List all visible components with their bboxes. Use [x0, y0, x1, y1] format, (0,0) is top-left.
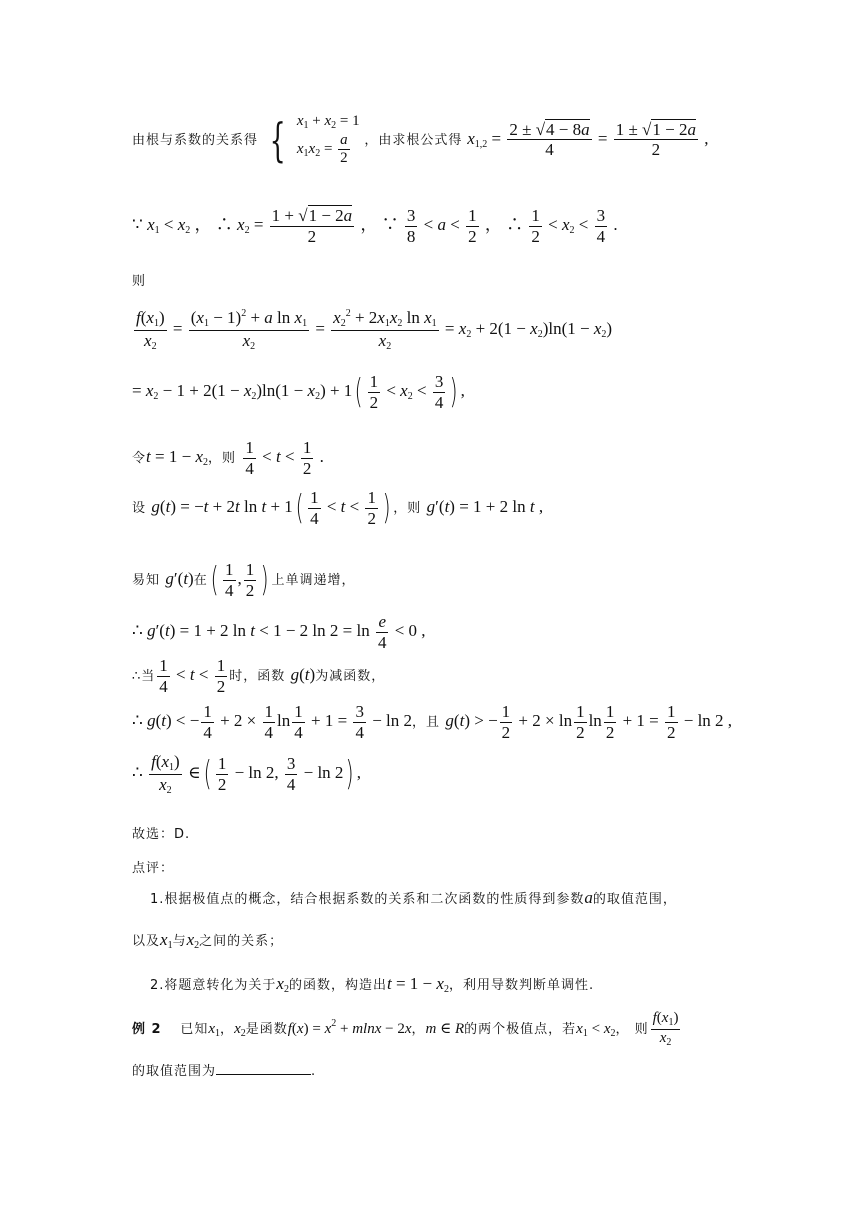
- comment-1-post: 之间的关系；: [199, 934, 284, 949]
- line-let-t: 令$t = 1 - x_2$，则 $\frac{1}{4}$ < t < $\frac{1}{2}$ .: [132, 438, 324, 478]
- line-easy-know: 易知 g′(t)在( $\frac{1}{4}$ , $\frac{1}{2}$ ) 上单调递增，: [132, 560, 356, 601]
- example-text-b: ，: [220, 1022, 235, 1037]
- example-2: 例 2 已知$x_1$，$x_2$是函数$f(x) = x^2 + mlnx - 2x$，m ∈ R的两个极值点，若$x_1 < x_2$， 则 $\frac{f(x_1)}{x_2}$: [132, 1010, 679, 1048]
- therefore-symbol: ∴: [215, 214, 233, 234]
- line-derivative-negative: ∴ g′(t) = 1 + 2 ln t < 1 − 2 ln 2 = ln $\frac{e}{4}$ < 0 ,: [132, 612, 426, 652]
- example-text-g: 的取值范围为: [132, 1064, 217, 1079]
- line-range-x2: ∵ $x_1 < x_2$ ， ∴ $x_2$ = $\frac{1 + √1 - 2a}{2}$ ， ∵ $\frac{3}{8}$ < a < $\frac{1}{2}$ ， ∴ $\frac{1}{2}$ < $x_2$ < $\frac{3}{4}$ .: [132, 206, 618, 246]
- line-decreasing: ∴当 $\frac{1}{4}$ < t < $\frac{1}{2}$ 时，函数 g(t)为减函数，: [132, 656, 386, 696]
- vieta-prefix: 由根与系数的关系得: [132, 132, 259, 148]
- then-label: 则: [132, 274, 147, 289]
- equation-system: $x_1 + x_2 = 1$ $x_1x_2$ = $\frac{a}{2}$: [296, 113, 360, 167]
- example-text-a: 已知: [180, 1022, 209, 1037]
- comment-label: 点评：: [132, 861, 175, 876]
- root-formula: $x_{1,2}$ = $\frac{2 \pm √4 - 8a}{4}$ = $\frac{1 \pm √1 - 2a}{2}$ ,: [467, 119, 709, 160]
- system-brace: {: [269, 112, 286, 167]
- line-result-interval: ∴ $\frac{f(x_1)}{x_2}$ ∈( $\frac{1}{2}$ − ln 2, $\frac{3}{4}$ − ln 2) ,: [132, 752, 361, 796]
- and-mid: ，且: [412, 714, 441, 730]
- when-label: ∴当: [132, 668, 156, 684]
- comment-1-text-a: 1.根据极值点的概念，结合根据系数的关系和二次函数的性质得到参数: [150, 892, 585, 907]
- answer-blank: [216, 1074, 311, 1075]
- let-label: 令: [132, 450, 147, 466]
- example-label: 例 2: [132, 1022, 162, 1037]
- comment-1-text-b: 的取值范围，: [592, 892, 677, 907]
- line-bounds: ∴ g(t) < − $\frac{1}{4}$ + 2 × $\frac{1}{4}$ ln $\frac{1}{4}$ + 1 = $\frac{3}{4}$ − ln 2，且 g(t) > − $\frac{1}{2}$ + 2 × ln $\frac{1}{2}$ ln $\frac{1}{2}$ + 1 = $\frac{1}{2}$ − ln 2 ,: [132, 702, 733, 742]
- comment-1-cont: 以及$x_1$与$x_2$之间的关系；: [132, 930, 284, 951]
- comment-1: 1.根据极值点的概念，结合根据系数的关系和二次函数的性质得到参数a的取值范围，: [150, 888, 677, 907]
- comment-1-mid: 与: [172, 934, 187, 949]
- line-vieta: [132, 112, 708, 168]
- example-text-c: 是函数: [245, 1022, 288, 1037]
- example-text-e: 的两个极值点，若: [464, 1022, 577, 1037]
- easy-mid: 在: [193, 572, 208, 588]
- comment-2-text-c: ，利用导数判断单调性.: [448, 978, 595, 993]
- set-then: ，则: [393, 500, 422, 516]
- easy-suffix: 上单调递增，: [271, 572, 356, 588]
- formula-mid: ，由求根公式得: [364, 132, 463, 148]
- example-text-f: ， 则: [615, 1022, 649, 1037]
- comment-2-text-a: 2.将题意转化为关于: [150, 978, 277, 993]
- line-ratio-expansion: $\frac{f(x_1)}{x_2}$ = $\frac{(x_1 - 1)^2 + a \ln x_1}{x_2}$ = $\frac{x_2^2 + 2x_1x_2 \ln x_1}{x_2}$ = $x_2 + 2(1 - x_2)\ln(1 - x_2)$: [136, 308, 613, 352]
- set-label: 设: [132, 500, 147, 516]
- comment-2-text-b: 的函数，构造出: [288, 978, 387, 993]
- when-mid: 时，函数: [229, 668, 286, 684]
- example-end: .: [311, 1064, 317, 1079]
- answer-line: 故选：D.: [132, 827, 191, 842]
- line-ratio-rewrite: = $x_2 - 1 + 2(1 - x_2)\ln(1 - x_2) + 1$( $\frac{1}{2}$ < $x_2$ < $\frac{3}{4}$ ) ,: [132, 372, 465, 413]
- easy-label: 易知: [132, 572, 161, 588]
- line-set-g: 设 g(t) = −t + 2t ln t + 1( $\frac{1}{4}$ < t < $\frac{1}{2}$ ) ，则 g′(t) = 1 + 2 ln t ,: [132, 488, 544, 529]
- comment-2: 2.将题意转化为关于$x_2$的函数，构造出$t = 1 - x_2$，利用导数判断单调性.: [150, 974, 595, 995]
- example-2-cont: [132, 1060, 316, 1079]
- when-suffix: 为减函数，: [315, 668, 386, 684]
- because-symbol: ∵: [132, 214, 143, 234]
- comment-1-pre: 以及: [132, 934, 161, 949]
- example-text-d: ，: [411, 1022, 426, 1037]
- let-then: ，则: [207, 450, 236, 466]
